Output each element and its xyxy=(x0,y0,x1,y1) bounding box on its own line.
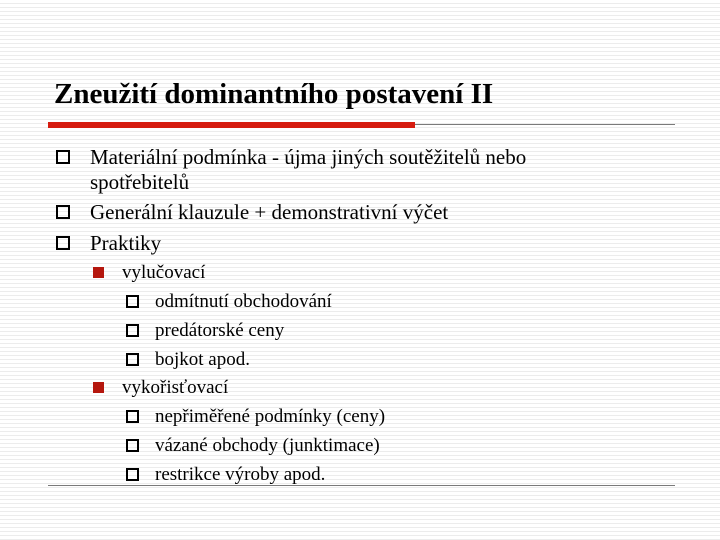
sub-sub-bullet-text: vázané obchody (junktimace) xyxy=(155,435,380,456)
sub-sub-bullet-text: predátorské ceny xyxy=(155,320,285,341)
hollow-square-bullet-icon xyxy=(126,324,139,337)
filled-square-bullet-icon xyxy=(93,382,104,393)
title-accent-bar xyxy=(48,122,415,128)
footer-divider-line xyxy=(48,485,675,486)
sub-sub-bullet-text: nepřiměřené podmínky (ceny) xyxy=(155,406,386,427)
sub-sub-bullet-text: restrikce výroby apod. xyxy=(155,464,326,485)
hollow-square-bullet-icon xyxy=(56,150,70,164)
filled-square-bullet-icon xyxy=(93,267,104,278)
sub-sub-bullet-text: bojkot apod. xyxy=(155,349,250,370)
bullet-text-continuation: spotřebitelů xyxy=(90,170,190,194)
hollow-square-bullet-icon xyxy=(126,353,139,366)
hollow-square-bullet-icon xyxy=(56,205,70,219)
hollow-square-bullet-icon xyxy=(126,468,139,481)
slide-title: Zneužití dominantního postavení II xyxy=(54,78,494,110)
hollow-square-bullet-icon xyxy=(56,236,70,250)
sub-bullet-text: vykořisťovací xyxy=(122,377,229,398)
hollow-square-bullet-icon xyxy=(126,295,139,308)
bullet-text: Generální klauzule + demonstrativní výčet xyxy=(90,200,449,224)
bullet-text: Praktiky xyxy=(90,231,162,255)
hollow-square-bullet-icon xyxy=(126,410,139,423)
hollow-square-bullet-icon xyxy=(126,439,139,452)
sub-bullet-text: vylučovací xyxy=(122,262,206,283)
bullet-text: Materiální podmínka - újma jiných soutěžitelů nebo xyxy=(90,145,527,169)
sub-sub-bullet-text: odmítnutí obchodování xyxy=(155,291,332,312)
